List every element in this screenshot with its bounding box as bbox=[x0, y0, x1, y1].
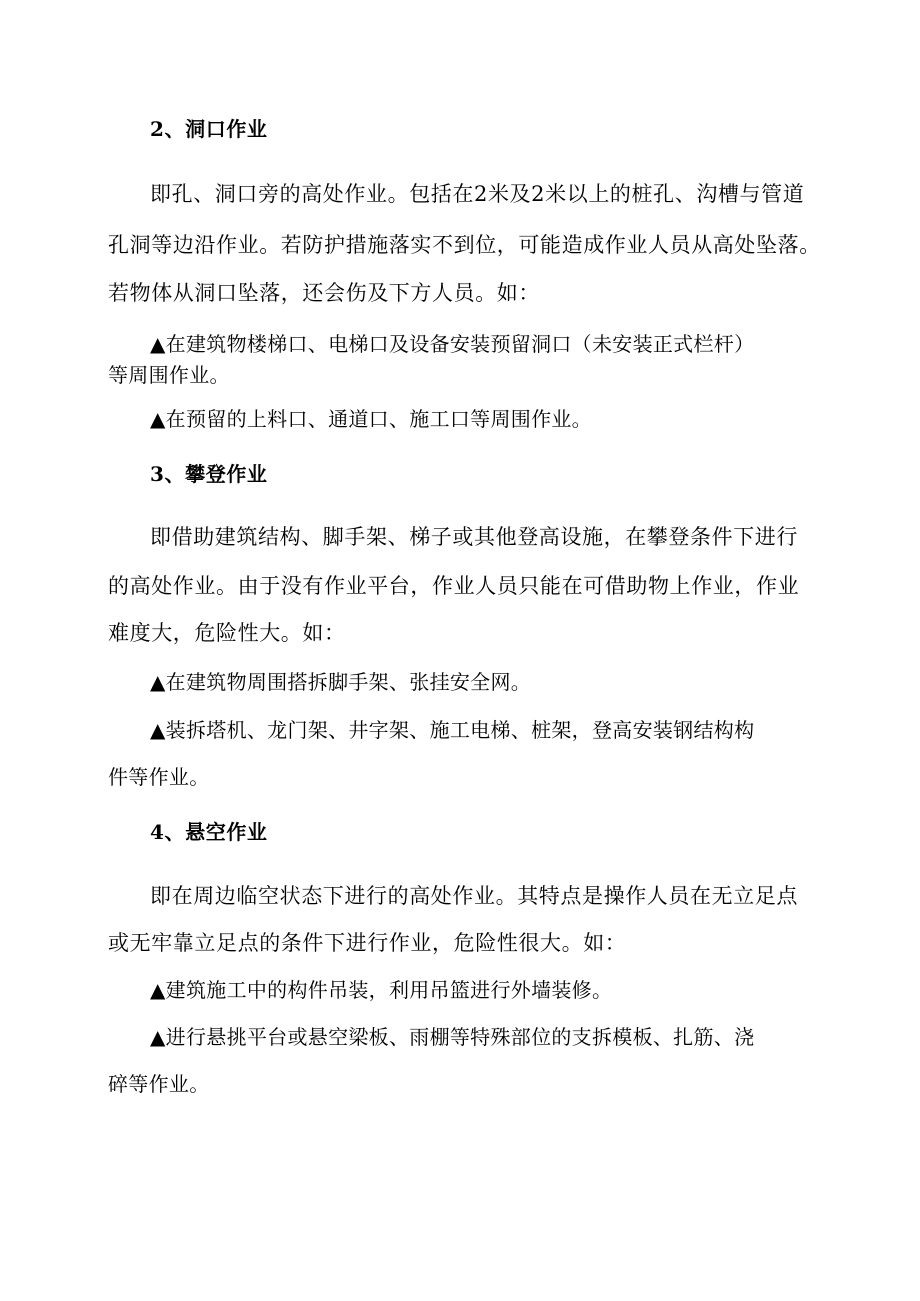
section-2-paragraph-line-2: 孔洞等边沿作业。若防护措施落实不到位，可能造成作业人员从高处坠落。 bbox=[108, 233, 821, 257]
section-3-item-2-line-2: 件等作业。 bbox=[108, 765, 210, 789]
section-3-item-1: ▲在建筑物周围搭拆脚手架、张挂安全网。 bbox=[150, 670, 532, 694]
section-4-item-2-line-1: ▲进行悬挑平台或悬空梁板、雨棚等特殊部位的支拆模板、扎筋、浇 bbox=[150, 1025, 755, 1049]
section-3-heading: 3、攀登作业 bbox=[150, 462, 268, 486]
section-4-item-1: ▲建筑施工中的构件吊装，利用吊篮进行外墙装修。 bbox=[150, 978, 613, 1002]
section-3-paragraph-line-3: 难度大，危险性大。如： bbox=[108, 621, 346, 645]
section-4-paragraph-line-2: 或无牢靠立足点的条件下进行作业，危险性很大。如： bbox=[108, 931, 627, 955]
section-2-paragraph-line-1: 即孔、洞口旁的高处作业。包括在2米及2米以上的桩孔、沟槽与管道 bbox=[150, 182, 805, 206]
section-2-item-1-line-1: ▲在建筑物楼梯口、电梯口及设备安装预留洞口（未安装正式栏杆） bbox=[150, 332, 755, 356]
section-2-heading: 2、洞口作业 bbox=[150, 117, 268, 141]
section-3-item-2-line-1: ▲装拆塔机、龙门架、井字架、施工电梯、桩架，登高安装钢结构构 bbox=[150, 718, 755, 742]
section-2-item-2: ▲在预留的上料口、通道口、施工口等周围作业。 bbox=[150, 407, 592, 431]
section-2-paragraph-line-3: 若物体从洞口坠落，还会伤及下方人员。如： bbox=[108, 281, 540, 305]
section-3-paragraph-line-2: 的高处作业。由于没有作业平台，作业人员只能在可借助物上作业，作业 bbox=[108, 574, 800, 598]
section-3-paragraph-line-1: 即借助建筑结构、脚手架、梯子或其他登高设施，在攀登条件下进行 bbox=[150, 525, 798, 549]
section-4-item-2-line-2: 碎等作业。 bbox=[108, 1072, 210, 1096]
section-4-paragraph-line-1: 即在周边临空状态下进行的高处作业。其特点是操作人员在无立足点 bbox=[150, 884, 798, 908]
section-2-item-1-line-2: 等周围作业。 bbox=[108, 363, 230, 387]
section-4-heading: 4、悬空作业 bbox=[150, 820, 268, 844]
